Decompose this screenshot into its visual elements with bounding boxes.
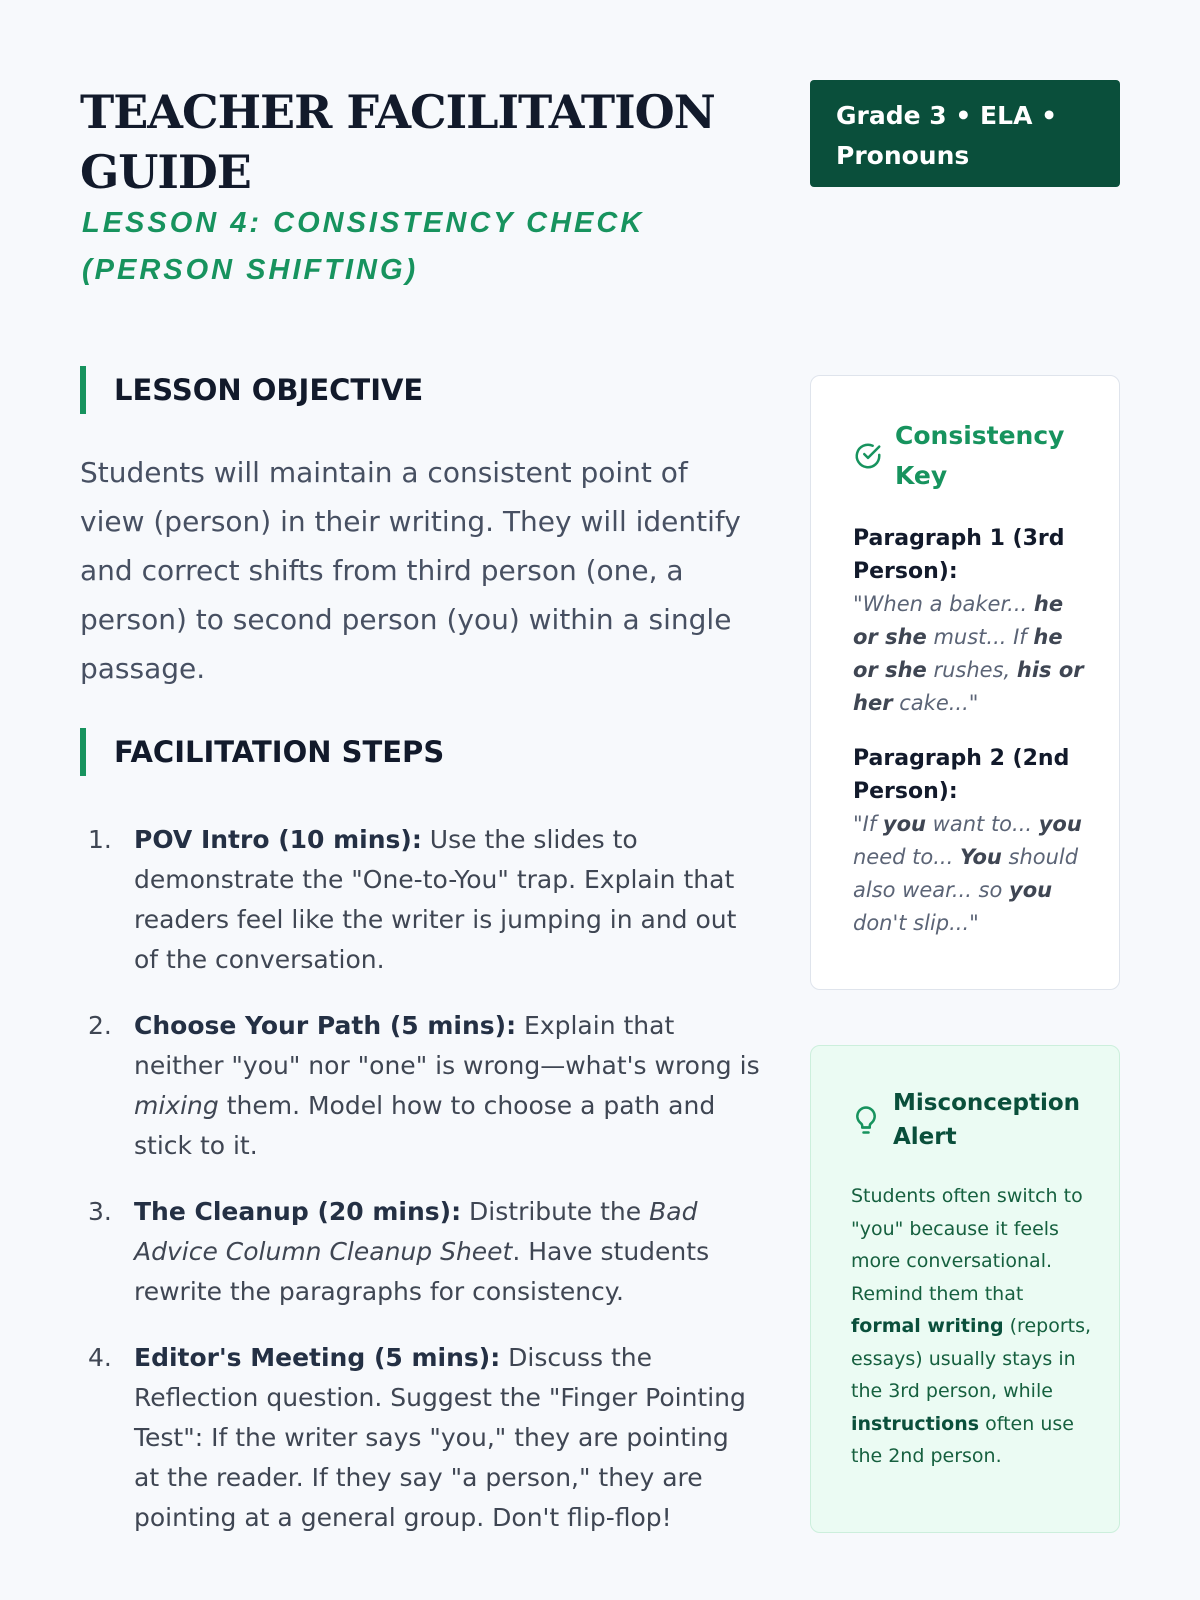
step-number: 3. [88, 1197, 112, 1226]
page-title: TEACHER FACILITATION GUIDE [80, 85, 715, 199]
lightbulb-icon [851, 1105, 881, 1135]
facilitation-steps-list [80, 820, 760, 1564]
step-title: Editor's Meeting (5 mins): [134, 1343, 501, 1372]
objective-heading: LESSON OBJECTIVE [80, 366, 740, 414]
paragraph-2-label: Paragraph 2 (2nd Person): [853, 746, 1070, 804]
misconception-alert-card [810, 1045, 1120, 1533]
step-item [80, 1338, 760, 1538]
step-text: them. Model how to choose a path and stick to it. [134, 1091, 716, 1160]
step-item [80, 1006, 760, 1166]
consistency-key-header [853, 416, 1091, 496]
lesson-subtitle: LESSON 4: CONSISTENCY CHECK (PERSON SHIFTING) [82, 207, 645, 286]
step-number: 1. [88, 825, 112, 854]
misconception-alert-text: Students often switch to "you" because it feels more conversational. Remind them that formal writing (reports, essays) usually stays in the 3rd person, while instructions often use the 2nd person. [851, 1185, 1092, 1467]
grade-badge: Grade 3 • ELA • Pronouns [810, 80, 1120, 187]
step-title: The Cleanup (20 mins): [134, 1197, 462, 1226]
step-item [80, 820, 760, 980]
misconception-alert-title: Misconception Alert [893, 1090, 1081, 1150]
paragraph-1-quote: "When a baker... he or she must... If he or she rushes, his or her cake..." [853, 592, 1084, 715]
step-emphasis: mixing [134, 1091, 219, 1120]
worksheet-title: Bad Advice Column Cleanup Sheet [134, 1197, 698, 1266]
step-text: . Have students rewrite the paragraphs for consistency. [134, 1237, 710, 1306]
step-item [80, 1192, 760, 1312]
paragraph-1-label: Paragraph 1 (3rd Person): [853, 526, 1065, 584]
step-text: Discuss the Reflection question. Suggest the "Finger Pointing Test": If the writer says "you," they are pointing at the reader. If they say "a person," they are pointing at a general group. Don't flip-flop! [134, 1343, 746, 1532]
paragraph-2-quote: "If you want to... you need to... You should also wear... so you don't slip..." [853, 812, 1082, 935]
steps-heading: FACILITATION STEPS [80, 728, 740, 776]
step-number: 4. [88, 1343, 112, 1372]
step-text: Distribute the [461, 1197, 650, 1226]
consistency-key-title: Consistency Key [895, 421, 1065, 490]
step-title: POV Intro (10 mins): [134, 825, 422, 854]
consistency-key-card [810, 375, 1120, 990]
step-text: Explain that neither "you" nor "one" is wrong—what's wrong is [134, 1011, 760, 1080]
step-text: Use the slides to demonstrate the "One-to-You" trap. Explain that readers feel like the writer is jumping in and out of the conversation. [134, 825, 737, 974]
misconception-alert-header [851, 1086, 1091, 1154]
objective-text: Students will maintain a consistent point of view (person) in their writing. They will identify and correct shifts from third person (one, a person) to second person (you) within a single passage. [80, 456, 741, 685]
check-circle-icon [853, 441, 883, 471]
step-title: Choose Your Path (5 mins): [134, 1011, 517, 1040]
step-number: 2. [88, 1011, 112, 1040]
